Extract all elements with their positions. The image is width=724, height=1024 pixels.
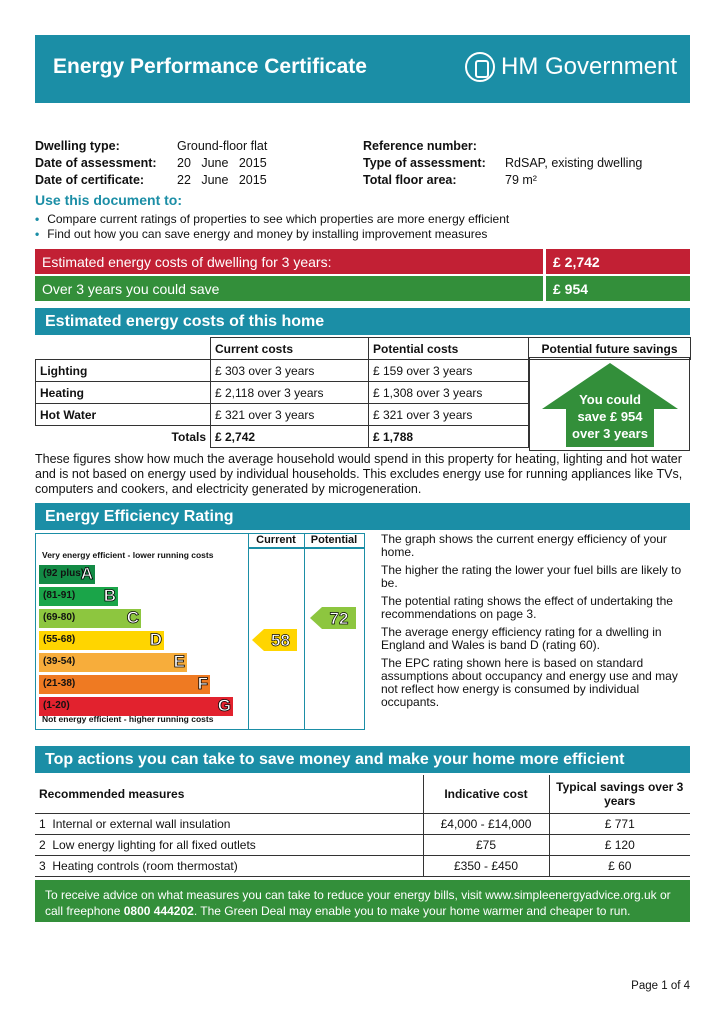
eer-section-heading: Energy Efficiency Rating: [35, 503, 690, 530]
eer-explanation: [381, 533, 691, 714]
cell-current: £ 303 over 3 years: [211, 360, 369, 382]
advice-box: [35, 880, 690, 922]
hm-government-logo: [465, 52, 677, 82]
reference-label: Reference number:: [363, 139, 477, 153]
measure: Low energy lighting for all fixed outlets: [52, 837, 256, 852]
eer-text-paragraph: The average energy efficiency rating for a dwelling in England and Wales is band D (rating 60).: [381, 625, 662, 652]
band-range: (69-80): [43, 612, 76, 623]
band-letter: C: [126, 608, 139, 627]
savings-arrow: [542, 363, 678, 447]
band-letter: B: [103, 586, 116, 605]
table-row: [35, 855, 690, 876]
potential-rating-value: 72: [329, 609, 349, 628]
band-letter: A: [80, 564, 93, 583]
saving-line3: over 3 years: [572, 426, 648, 441]
energy-cost-value: £ 2,742: [546, 249, 690, 274]
freephone-number[interactable]: 0800 444202: [123, 904, 194, 918]
cost: £350 - £450: [423, 855, 549, 876]
dwelling-type-label: Dwelling type:: [35, 139, 120, 153]
certificate-date-value: 22 June 2015: [177, 173, 267, 187]
top-note: Very energy efficient - lower running costs: [42, 550, 214, 560]
savings-label: Over 3 years you could save: [35, 276, 543, 301]
row-label: Heating: [36, 382, 211, 404]
table-row: [35, 834, 690, 855]
actions-section-heading: Top actions you can take to save money and make your home more efficient: [35, 746, 690, 773]
current-rating-value: 58: [271, 631, 290, 650]
row-number: 2: [39, 837, 46, 852]
assessment-type-label: Type of assessment:: [363, 156, 486, 170]
band-range: (81-91): [43, 590, 76, 601]
actions-table: [35, 775, 690, 877]
cost: £75: [423, 834, 549, 855]
saving: £ 771: [549, 813, 690, 834]
band-range: (39-54): [43, 656, 76, 667]
advice-line1: To receive advice on what measures you can take to reduce your energy bills, visit www.simpleenergyadvice.org.uk or: [45, 888, 671, 902]
band-letter: G: [217, 696, 231, 715]
assessment-type-value: RdSAP, existing dwelling: [505, 156, 643, 170]
costs-explanation: These figures show how much the average household would spend in this property for heating, lighting and hot water and is not based on energy used by individual households. This excludes energy use for running appliances like TVs, computers and cookers, and electricity generated by microgeneration.: [35, 452, 683, 496]
page-number: Page 1 of 4: [631, 980, 690, 992]
current-column-head: Current: [248, 534, 304, 549]
band-letter: D: [149, 630, 162, 649]
page-title: Energy Performance Certificate: [53, 55, 367, 78]
totals-current: £ 2,742: [211, 426, 369, 448]
use-bullet: • Compare current ratings of properties to see which properties are more energy efficient: [35, 212, 510, 226]
energy-rating-chart: [35, 533, 365, 730]
row-label: Hot Water: [36, 404, 211, 426]
energy-cost-bar: [35, 249, 690, 274]
use-heading: Use this document to:: [35, 192, 183, 208]
band-range: (21-38): [43, 678, 76, 689]
eer-text-paragraph: The EPC rating shown here is based on standard assumptions about occupancy and energy use and may not reflect how energy is consumed by individual occupants.: [381, 656, 678, 709]
savings-bar: [35, 276, 690, 301]
cell-potential: £ 159 over 3 years: [369, 360, 529, 382]
assessment-date-value: 20 June 2015: [177, 156, 267, 170]
cell-potential: £ 321 over 3 years: [369, 404, 529, 426]
band-letter: E: [173, 652, 185, 671]
measure: Heating controls (room thermostat): [52, 858, 238, 873]
eer-text-paragraph: The graph shows the current energy efficiency of your home.: [381, 532, 667, 559]
band-letter: F: [197, 674, 208, 693]
cell-current: £ 321 over 3 years: [211, 404, 369, 426]
col-measures: Recommended measures: [35, 775, 423, 813]
dwelling-type-value: Ground-floor flat: [177, 139, 268, 153]
row-number: 3: [39, 858, 46, 873]
assessment-date-label: Date of assessment:: [35, 156, 157, 170]
floor-area-value: 79 m²: [505, 173, 537, 187]
energy-cost-label: Estimated energy costs of dwelling for 3 years:: [35, 249, 543, 274]
gov-label: HM Government: [501, 53, 678, 80]
floor-area-label: Total floor area:: [363, 173, 457, 187]
costs-section-heading: Estimated energy costs of this home: [35, 308, 690, 335]
bottom-note: Not energy efficient - higher running costs: [42, 714, 214, 724]
col-savings: Typical savings over 3 years: [549, 775, 690, 813]
royal-crest-icon: [465, 52, 495, 82]
col-future-savings: Potential future savings: [529, 338, 691, 360]
measure: Internal or external wall insulation: [52, 816, 231, 831]
header-banner: [35, 35, 690, 103]
eer-text-paragraph: The higher the rating the lower your fuel bills are likely to be.: [381, 563, 682, 590]
table-header-row: [35, 775, 690, 813]
totals-label: Totals: [171, 429, 206, 444]
saving: £ 60: [549, 855, 690, 876]
use-bullet: • Find out how you can save energy and money by installing improvement measures: [35, 227, 488, 241]
cost: £4,000 - £14,000: [423, 813, 549, 834]
col-cost: Indicative cost: [423, 775, 549, 813]
table-row: [35, 813, 690, 834]
row-number: 1: [39, 816, 46, 831]
potential-column-head: Potential: [304, 534, 364, 549]
saving-line2: save £ 954: [577, 409, 643, 424]
col-current-costs: Current costs: [211, 338, 369, 360]
band-range: (1-20): [43, 700, 70, 711]
cell-current: £ 2,118 over 3 years: [211, 382, 369, 404]
saving: £ 120: [549, 834, 690, 855]
eer-text-paragraph: The potential rating shows the effect of undertaking the recommendations on page 3.: [381, 594, 673, 621]
cell-potential: £ 1,308 over 3 years: [369, 382, 529, 404]
advice-line2-pre: call freephone: [45, 904, 124, 918]
band-range: (55-68): [43, 634, 76, 645]
savings-value: £ 954: [546, 276, 690, 301]
saving-line1: You could: [579, 392, 641, 407]
band-range: (92 plus): [43, 568, 85, 579]
advice-line2-post: . The Green Deal may enable you to make your home warmer and cheaper to run.: [193, 904, 631, 918]
certificate-date-label: Date of certificate:: [35, 173, 145, 187]
col-potential-costs: Potential costs: [369, 338, 529, 360]
row-label: Lighting: [36, 360, 211, 382]
totals-potential: £ 1,788: [369, 426, 529, 448]
